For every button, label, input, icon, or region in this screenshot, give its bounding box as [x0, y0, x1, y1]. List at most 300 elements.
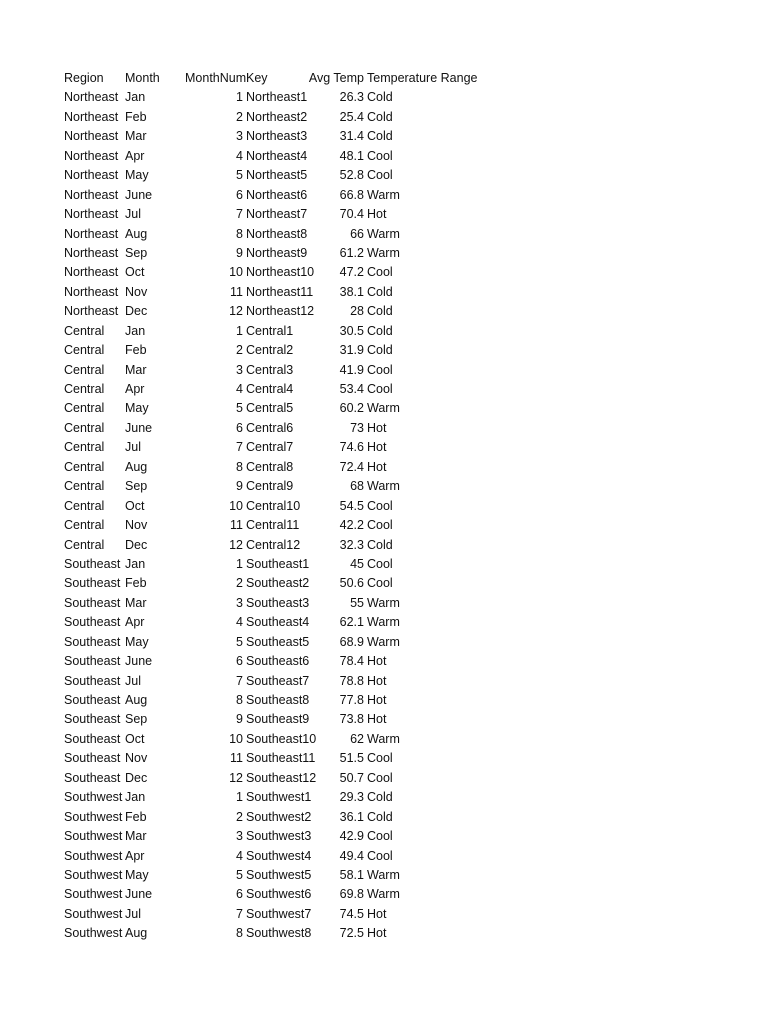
avg-temp-cell: 38.1 [339, 284, 364, 299]
table-row [64, 847, 704, 866]
month-cell: Jan [125, 90, 146, 105]
header-month-num: MonthNum [185, 71, 247, 85]
month-num-cell: 7 [236, 207, 243, 222]
month-num-cell: 2 [236, 576, 243, 591]
region-cell: Northeast [64, 168, 119, 183]
month-num-cell: 2 [236, 343, 243, 358]
region-cell: Central [64, 537, 105, 552]
avg-temp-cell: 29.3 [339, 790, 364, 805]
region-cell: Central [64, 479, 105, 494]
avg-temp-cell: 60.2 [339, 401, 364, 416]
region-cell: Northeast [64, 148, 119, 163]
key-cell: Central7 [246, 440, 294, 455]
key-cell: Central11 [246, 518, 300, 533]
month-cell: Dec [125, 304, 148, 319]
region-cell: Northeast [64, 226, 119, 241]
month-num-cell: 11 [230, 284, 243, 299]
key-cell: Southwest4 [246, 848, 312, 863]
key-cell: Northeast2 [246, 109, 308, 124]
month-cell: May [125, 634, 149, 649]
temperature-range-cell: Warm [367, 731, 400, 746]
month-num-cell: 7 [236, 673, 243, 688]
region-cell: Central [64, 401, 105, 416]
month-cell: Aug [125, 226, 148, 241]
key-cell: Northeast4 [246, 148, 308, 163]
key-cell: Southeast10 [246, 731, 317, 746]
temperature-range-cell: Cool [367, 576, 393, 591]
table-body [64, 88, 704, 943]
temperature-range-cell: Cold [367, 90, 393, 105]
temperature-range-cell: Cool [367, 751, 393, 766]
table-row [64, 477, 704, 496]
table-row [64, 322, 704, 341]
region-cell: Southwest [64, 867, 123, 882]
key-cell: Northeast8 [246, 226, 308, 241]
temperature-range-cell: Hot [367, 440, 387, 455]
table-row [64, 458, 704, 477]
month-cell: Jan [125, 556, 146, 571]
key-cell: Central3 [246, 362, 294, 377]
month-num-cell: 4 [236, 848, 243, 863]
temperature-range-cell: Cool [367, 829, 393, 844]
month-num-cell: 6 [236, 187, 243, 202]
table-row [64, 127, 704, 146]
region-cell: Southeast [64, 673, 121, 688]
region-cell: Southwest [64, 790, 123, 805]
month-cell: Apr [125, 615, 145, 630]
temperature-range-cell: Warm [367, 245, 400, 260]
table-row [64, 672, 704, 691]
key-cell: Central2 [246, 343, 294, 358]
month-cell: Jan [125, 323, 146, 338]
table-row [64, 866, 704, 885]
region-cell: Central [64, 343, 105, 358]
month-cell: Jul [125, 673, 141, 688]
temperature-range-cell: Warm [367, 634, 400, 649]
temperature-range-cell: Warm [367, 615, 400, 630]
key-cell: Northeast5 [246, 168, 308, 183]
key-cell: Southwest8 [246, 926, 312, 941]
key-cell: Central8 [246, 459, 294, 474]
month-num-cell: 5 [236, 867, 243, 882]
month-cell: Oct [125, 731, 145, 746]
region-cell: Southeast [64, 576, 121, 591]
month-num-cell: 2 [236, 109, 243, 124]
month-num-cell: 2 [236, 809, 243, 824]
region-cell: Southeast [64, 731, 121, 746]
month-cell: May [125, 867, 149, 882]
key-cell: Northeast11 [246, 284, 314, 299]
avg-temp-cell: 28 [350, 304, 364, 319]
table-row [64, 536, 704, 555]
temperature-range-cell: Cold [367, 537, 393, 552]
region-cell: Northeast [64, 304, 119, 319]
month-cell: Feb [125, 343, 147, 358]
avg-temp-cell: 25.4 [339, 109, 364, 124]
month-cell: Mar [125, 829, 147, 844]
region-cell: Central [64, 498, 105, 513]
temperature-range-cell: Hot [367, 712, 387, 727]
header-key: Key [246, 71, 268, 85]
avg-temp-cell: 66.8 [339, 187, 364, 202]
table-row [64, 302, 704, 321]
month-num-cell: 9 [236, 245, 243, 260]
avg-temp-cell: 53.4 [339, 382, 364, 396]
region-cell: Southeast [64, 770, 121, 785]
temperature-range-cell: Cold [367, 790, 393, 805]
month-cell: Mar [125, 362, 147, 377]
table-row [64, 633, 704, 652]
region-cell: Southeast [64, 654, 121, 669]
month-num-cell: 12 [229, 304, 243, 319]
region-cell: Northeast [64, 284, 119, 299]
temperature-range-cell: Warm [367, 595, 400, 610]
temperature-range-cell: Cool [367, 265, 393, 280]
month-num-cell: 8 [236, 926, 243, 941]
region-cell: Southwest [64, 926, 123, 941]
key-cell: Northeast7 [246, 207, 308, 222]
avg-temp-cell: 78.8 [339, 673, 364, 688]
key-cell: Southeast7 [246, 673, 310, 688]
region-cell: Southeast [64, 615, 121, 630]
month-cell: Sep [125, 245, 148, 260]
temperature-range-cell: Hot [367, 459, 387, 474]
region-cell: Northeast [64, 129, 119, 144]
avg-temp-cell: 73 [350, 420, 364, 435]
month-num-cell: 6 [236, 420, 243, 435]
key-cell: Southwest6 [246, 887, 312, 902]
month-num-cell: 8 [236, 693, 243, 707]
region-cell: Central [64, 459, 105, 474]
region-cell: Southeast [64, 634, 121, 649]
avg-temp-cell: 78.4 [339, 654, 364, 669]
key-cell: Southwest5 [246, 867, 312, 882]
avg-temp-cell: 42.2 [339, 518, 364, 533]
table-row [64, 769, 704, 788]
key-cell: Central10 [246, 498, 301, 513]
avg-temp-cell: 72.4 [339, 459, 364, 474]
temperature-range-cell: Warm [367, 401, 400, 416]
month-num-cell: 1 [236, 556, 243, 571]
month-cell: Jul [125, 906, 141, 921]
month-num-cell: 7 [236, 440, 243, 455]
key-cell: Northeast3 [246, 129, 308, 144]
month-cell: Oct [125, 265, 145, 280]
avg-temp-cell: 74.6 [339, 440, 364, 455]
temperature-range-cell: Cold [367, 284, 393, 299]
month-num-cell: 6 [236, 887, 243, 902]
key-cell: Southeast2 [246, 576, 310, 591]
avg-temp-cell: 42.9 [339, 829, 364, 844]
temperature-range-cell: Warm [367, 887, 400, 902]
table-row [64, 827, 704, 846]
region-cell: Northeast [64, 109, 119, 124]
region-cell: Central [64, 420, 105, 435]
avg-temp-cell: 77.8 [339, 693, 364, 707]
temperature-range-cell: Cool [367, 362, 393, 377]
temperature-range-cell: Warm [367, 867, 400, 882]
temperature-range-cell: Hot [367, 693, 387, 707]
key-cell: Central1 [246, 323, 294, 338]
table-row [64, 186, 704, 205]
month-num-cell: 3 [236, 829, 243, 844]
month-num-cell: 5 [236, 401, 243, 416]
header-temperature-range: Temperature Range [367, 71, 478, 85]
table-row [64, 205, 704, 224]
avg-temp-cell: 73.8 [339, 712, 364, 727]
month-cell: May [125, 168, 149, 183]
key-cell: Northeast12 [246, 304, 315, 319]
temperature-range-cell: Cool [367, 556, 393, 571]
month-cell: Mar [125, 129, 147, 144]
month-cell: Jul [125, 440, 141, 455]
region-cell: Northeast [64, 187, 119, 202]
region-cell: Northeast [64, 265, 119, 280]
key-cell: Southwest3 [246, 829, 312, 844]
avg-temp-cell: 41.9 [339, 362, 364, 377]
table-row [64, 263, 704, 282]
temperature-range-cell: Warm [367, 187, 400, 202]
avg-temp-cell: 62 [350, 731, 364, 746]
table-row [64, 555, 704, 574]
table-row [64, 710, 704, 729]
key-cell: Central5 [246, 401, 294, 416]
table-row [64, 905, 704, 924]
table-row [64, 924, 704, 943]
key-cell: Northeast6 [246, 187, 308, 202]
table-row [64, 361, 704, 380]
region-cell: Southwest [64, 848, 123, 863]
temperature-range-cell: Cool [367, 148, 393, 163]
temperature-range-cell: Cold [367, 129, 393, 144]
avg-temp-cell: 68 [350, 479, 364, 494]
spreadsheet-table [64, 69, 704, 944]
table-row [64, 574, 704, 593]
region-cell: Southeast [64, 693, 121, 707]
temperature-range-cell: Cold [367, 323, 393, 338]
month-cell: May [125, 401, 149, 416]
temperature-range-cell: Cold [367, 304, 393, 319]
region-cell: Central [64, 323, 105, 338]
avg-temp-cell: 58.1 [339, 867, 364, 882]
key-cell: Northeast10 [246, 265, 315, 280]
temperature-range-cell: Warm [367, 479, 400, 494]
region-cell: Northeast [64, 207, 119, 222]
table-row [64, 730, 704, 749]
month-num-cell: 3 [236, 362, 243, 377]
month-cell: Jan [125, 790, 146, 805]
month-cell: Jul [125, 207, 141, 222]
temperature-range-cell: Cool [367, 848, 393, 863]
avg-temp-cell: 26.3 [339, 90, 364, 105]
avg-temp-cell: 69.8 [339, 887, 364, 902]
table-row [64, 419, 704, 438]
table-row [64, 788, 704, 807]
month-cell: Dec [125, 537, 148, 552]
temperature-range-cell: Cool [367, 518, 393, 533]
key-cell: Southeast4 [246, 615, 310, 630]
month-num-cell: 9 [236, 712, 243, 727]
month-cell: June [125, 420, 153, 435]
avg-temp-cell: 54.5 [339, 498, 364, 513]
month-cell: Aug [125, 459, 148, 474]
key-cell: Central9 [246, 479, 294, 494]
month-num-cell: 8 [236, 459, 243, 474]
key-cell: Southeast8 [246, 693, 310, 707]
month-num-cell: 1 [236, 323, 243, 338]
table-row [64, 749, 704, 768]
month-cell: Nov [125, 518, 148, 533]
region-cell: Northeast [64, 245, 119, 260]
month-cell: Sep [125, 479, 148, 494]
key-cell: Southeast5 [246, 634, 310, 649]
table-row [64, 147, 704, 166]
table-row [64, 808, 704, 827]
month-cell: Apr [125, 848, 145, 863]
month-num-cell: 11 [230, 518, 243, 533]
region-cell: Southeast [64, 556, 121, 571]
header-region: Region [64, 71, 104, 85]
avg-temp-cell: 45 [350, 556, 364, 571]
month-cell: Mar [125, 595, 147, 610]
month-num-cell: 7 [236, 906, 243, 921]
month-cell: Apr [125, 382, 145, 396]
key-cell: Southeast3 [246, 595, 310, 610]
key-cell: Central6 [246, 420, 294, 435]
region-cell: Central [64, 518, 105, 533]
month-cell: Oct [125, 498, 145, 513]
month-num-cell: 4 [236, 148, 243, 163]
month-cell: Apr [125, 148, 145, 163]
month-cell: Nov [125, 751, 148, 766]
table-row [64, 88, 704, 107]
key-cell: Southeast6 [246, 654, 310, 669]
region-cell: Central [64, 440, 105, 455]
month-cell: Aug [125, 693, 148, 707]
temperature-range-cell: Hot [367, 420, 387, 435]
month-cell: Nov [125, 284, 148, 299]
month-num-cell: 12 [229, 770, 243, 785]
temperature-range-cell: Cool [367, 382, 393, 396]
month-num-cell: 11 [230, 751, 243, 766]
region-cell: Central [64, 382, 105, 396]
avg-temp-cell: 31.9 [339, 343, 364, 358]
temperature-range-cell: Cold [367, 809, 393, 824]
avg-temp-cell: 61.2 [339, 245, 364, 260]
header-row [64, 69, 704, 88]
avg-temp-cell: 72.5 [339, 926, 364, 941]
avg-temp-cell: 50.6 [339, 576, 364, 591]
month-num-cell: 4 [236, 382, 243, 396]
avg-temp-cell: 62.1 [339, 615, 364, 630]
region-cell: Southwest [64, 906, 123, 921]
region-cell: Southwest [64, 829, 123, 844]
month-num-cell: 1 [236, 90, 243, 105]
key-cell: Southeast1 [246, 556, 310, 571]
temperature-range-cell: Cool [367, 770, 393, 785]
temperature-range-cell: Cold [367, 343, 393, 358]
temperature-range-cell: Hot [367, 654, 387, 669]
key-cell: Southwest7 [246, 906, 312, 921]
month-num-cell: 10 [229, 265, 243, 280]
avg-temp-cell: 50.7 [339, 770, 364, 785]
temperature-range-cell: Warm [367, 226, 400, 241]
table-row [64, 594, 704, 613]
table-row [64, 613, 704, 632]
avg-temp-cell: 36.1 [339, 809, 364, 824]
table-row [64, 652, 704, 671]
month-num-cell: 12 [229, 537, 243, 552]
month-cell: Aug [125, 926, 148, 941]
table-row [64, 497, 704, 516]
table-row [64, 516, 704, 535]
month-num-cell: 4 [236, 615, 243, 630]
temperature-range-cell: Hot [367, 906, 387, 921]
table-row [64, 399, 704, 418]
table-row [64, 380, 704, 399]
month-num-cell: 3 [236, 595, 243, 610]
month-cell: Feb [125, 809, 147, 824]
header-month: Month [125, 71, 160, 85]
month-num-cell: 10 [229, 498, 243, 513]
key-cell: Central4 [246, 382, 294, 396]
region-cell: Southwest [64, 887, 123, 902]
region-cell: Central [64, 362, 105, 377]
table-row [64, 283, 704, 302]
month-num-cell: 3 [236, 129, 243, 144]
table-row [64, 691, 704, 710]
month-cell: June [125, 187, 153, 202]
table-row [64, 166, 704, 185]
month-cell: June [125, 654, 153, 669]
month-cell: Feb [125, 109, 147, 124]
avg-temp-cell: 49.4 [339, 848, 364, 863]
month-cell: Dec [125, 770, 148, 785]
key-cell: Southwest1 [246, 790, 312, 805]
table-row [64, 885, 704, 904]
temperature-range-cell: Hot [367, 926, 387, 941]
month-num-cell: 10 [229, 731, 243, 746]
avg-temp-cell: 47.2 [339, 265, 364, 280]
region-cell: Southeast [64, 751, 121, 766]
header-avg-temp: Avg Temp [308, 71, 364, 85]
key-cell: Northeast9 [246, 245, 308, 260]
avg-temp-cell: 68.9 [339, 634, 364, 649]
month-num-cell: 6 [236, 654, 243, 669]
temperature-range-cell: Cold [367, 109, 393, 124]
avg-temp-cell: 66 [350, 226, 364, 241]
temperature-range-cell: Cool [367, 168, 393, 183]
table-row [64, 244, 704, 263]
region-cell: Southwest [64, 809, 123, 824]
table-row [64, 438, 704, 457]
avg-temp-cell: 55 [350, 595, 364, 610]
table-row [64, 225, 704, 244]
key-cell: Southeast12 [246, 770, 317, 785]
month-cell: Sep [125, 712, 148, 727]
temperature-range-cell: Hot [367, 207, 387, 222]
key-cell: Central12 [246, 537, 301, 552]
month-num-cell: 9 [236, 479, 243, 494]
region-cell: Southeast [64, 595, 121, 610]
table-row [64, 341, 704, 360]
avg-temp-cell: 48.1 [339, 148, 364, 163]
temperature-range-cell: Hot [367, 673, 387, 688]
key-cell: Southwest2 [246, 809, 312, 824]
avg-temp-cell: 32.3 [339, 537, 364, 552]
temperature-range-cell: Cool [367, 498, 393, 513]
month-cell: June [125, 887, 153, 902]
